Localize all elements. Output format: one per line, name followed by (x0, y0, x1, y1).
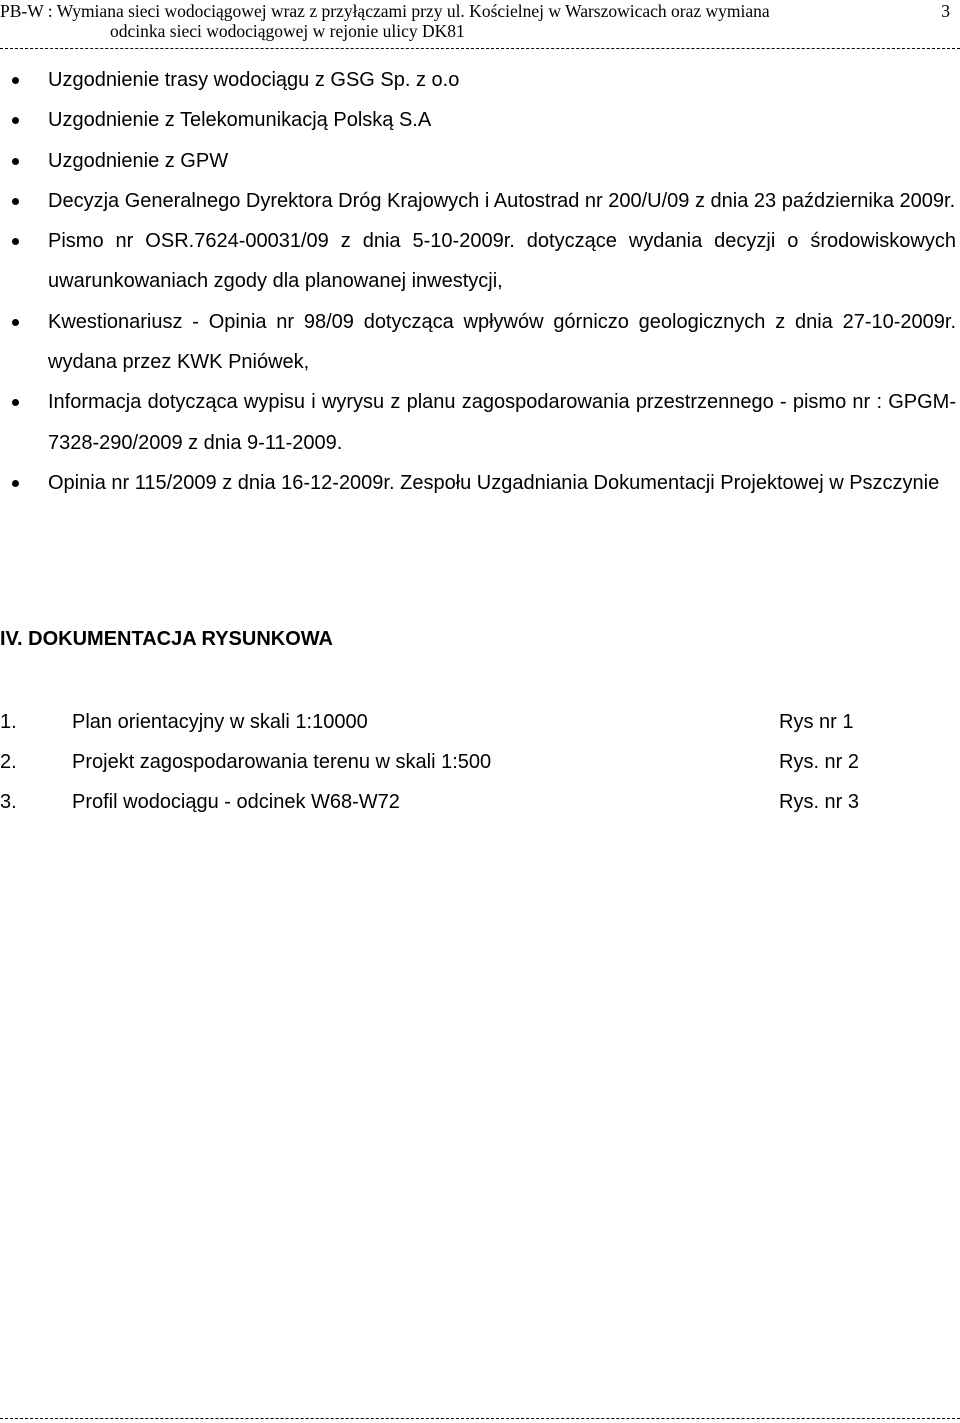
document-list (0, 60, 960, 503)
drawing-title: Projekt zagospodarowania terenu w skali 1:500 (72, 751, 492, 773)
drawing-reference: Rys. nr 2 (779, 751, 860, 773)
list-item (0, 302, 960, 383)
bullet-icon (12, 399, 19, 406)
bullet-icon (12, 319, 19, 326)
list-item-text: Pismo nr OSR.7624-00031/09 z dnia 5-10-2009r. dotyczące wydania decyzji o środowiskowych uwarunkowaniach zgody dla planowanej inwestycji, (48, 230, 956, 293)
list-item-text: Informacja dotycząca wypisu i wyrysu z planu zagospodarowania przestrzennego - pismo nr : GPGM-7328-290/2009 z dnia 9-11-2009. (48, 391, 956, 454)
bullet-icon (12, 480, 19, 487)
drawing-number: 2. (0, 751, 17, 773)
bullet-icon (12, 77, 19, 84)
list-item-text: Decyzja Generalnego Dyrektora Dróg Krajowych i Autostrad nr 200/U/09 z dnia 23 października 2009r. (48, 189, 956, 212)
drawing-reference: Rys. nr 3 (779, 791, 860, 813)
list-item (0, 463, 960, 503)
list-item-text: Uzgodnienie trasy wodociągu z GSG Sp. z o.o (48, 69, 460, 91)
page-number: 3 (941, 1, 950, 21)
list-item (0, 181, 960, 221)
list-item (0, 60, 960, 100)
drawing-row (0, 742, 960, 782)
bullet-icon (12, 198, 19, 205)
list-item-text: Kwestionariusz - Opinia nr 98/09 dotycząca wpływów górniczo geologicznych z dnia 27-10-2009r. wydana przez KWK Pniówek, (48, 310, 956, 374)
bullet-icon (12, 158, 19, 165)
header-title-line-2: odcinka sieci wodociągowej w rejonie ulicy DK81 (110, 21, 465, 41)
drawing-title: Plan orientacyjny w skali 1:10000 (72, 711, 368, 733)
list-item-text: Uzgodnienie z Telekomunikacją Polską S.A (48, 109, 432, 132)
drawing-number: 3. (0, 791, 17, 813)
drawing-row (0, 702, 960, 742)
list-item (0, 382, 960, 463)
section-heading: IV. DOKUMENTACJA RYSUNKOWA (0, 628, 333, 650)
bullet-icon (12, 238, 19, 245)
header-title-line-1: PB-W : Wymiana sieci wodociągowej wraz z przyłączami przy ul. Kościelnej w Warszowicach oraz wymiana (0, 1, 770, 21)
list-item (0, 100, 960, 140)
header-divider (0, 48, 960, 49)
drawings-list (0, 702, 960, 822)
drawing-reference: Rys nr 1 (779, 711, 854, 733)
page-header (0, 0, 960, 42)
list-item (0, 221, 960, 302)
list-item (0, 141, 960, 181)
footer-divider (0, 1418, 960, 1419)
drawing-number: 1. (0, 711, 17, 733)
drawing-title: Profil wodociągu - odcinek W68-W72 (72, 791, 400, 813)
drawing-row (0, 782, 960, 822)
list-item-text: Opinia nr 115/2009 z dnia 16-12-2009r. Zespołu Uzgadniania Dokumentacji Projektowej w Pszczynie (48, 471, 940, 494)
list-item-text: Uzgodnienie z GPW (48, 149, 229, 172)
bullet-icon (12, 117, 19, 124)
